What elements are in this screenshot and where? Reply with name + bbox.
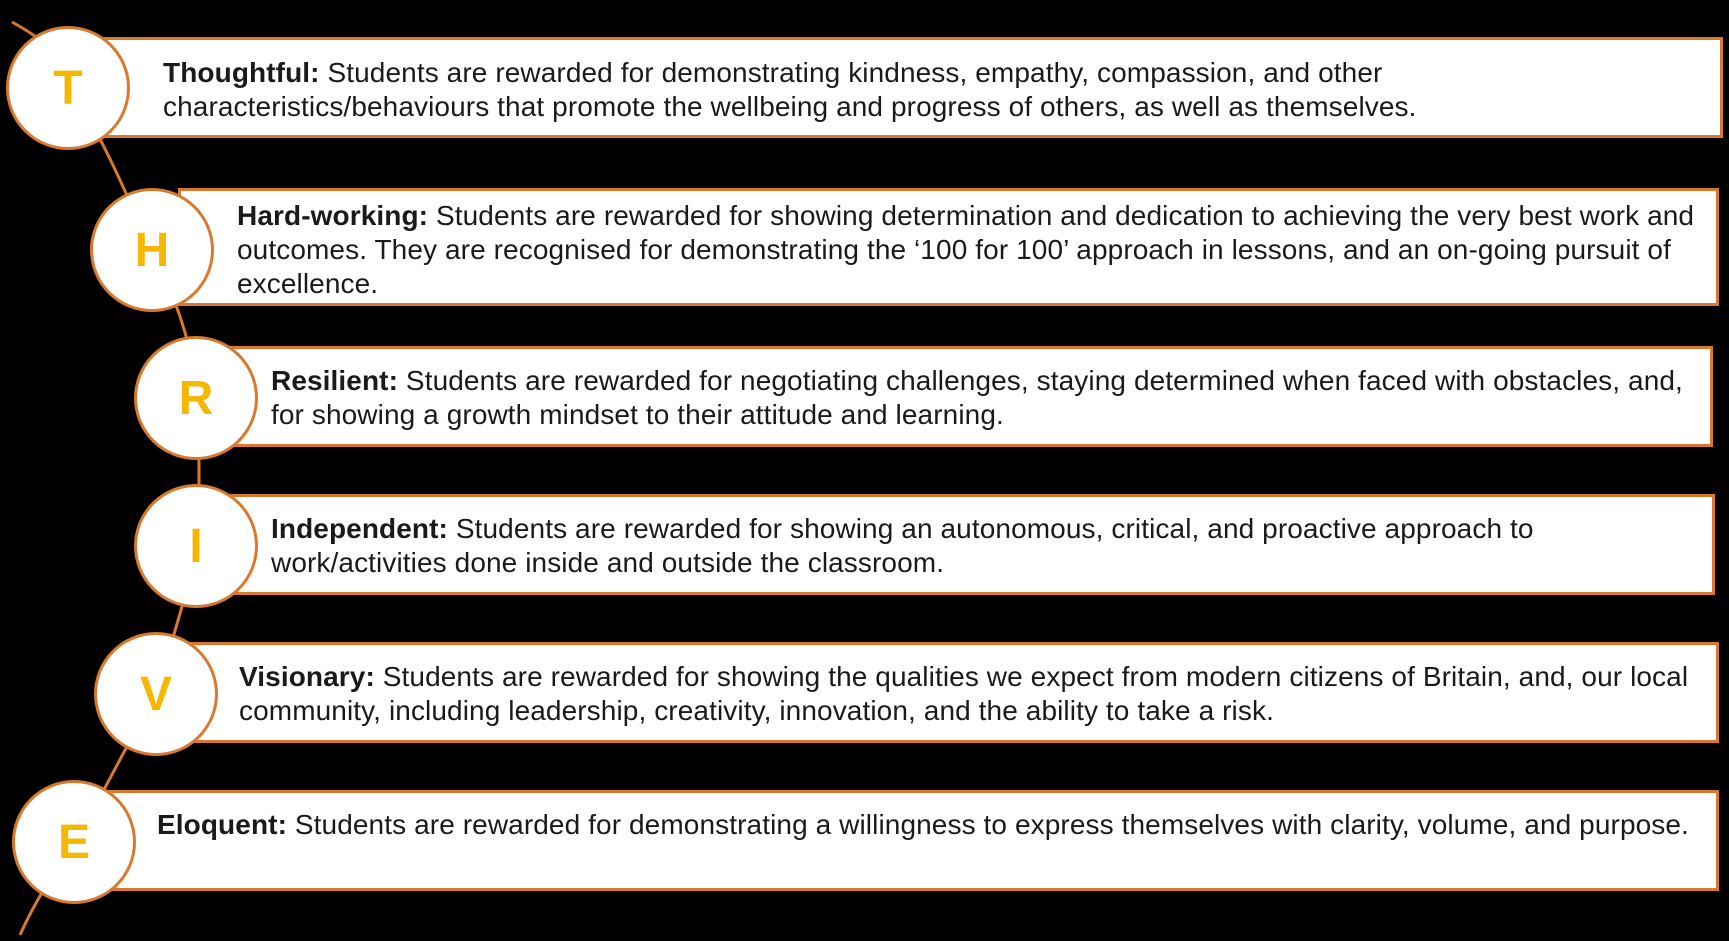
eloquent-description-box (98, 790, 1719, 891)
independent-heading: Independent: (271, 513, 448, 544)
independent-description: Students are rewarded for showing an autonomous, critical, and proactive approach to work/activities done inside and outside the classroom. (271, 513, 1534, 578)
hard-working-description: Students are rewarded for showing determination and dedication to achieving the very best work and outcomes. They are recognised for demonstrating the ‘100 for 100’ approach in lessons, and an on-going pursuit of excellence. (237, 200, 1695, 299)
letter-circle-t: T (6, 26, 130, 150)
letter-circle-e: E (12, 780, 136, 904)
letter-circle-i: I (134, 484, 258, 608)
thoughtful-description: Students are rewarded for demonstrating kindness, empathy, compassion, and other characteristics/behaviours that promote the wellbeing and progress of others, as well as themselves. (163, 57, 1417, 122)
thoughtful-description-box (100, 37, 1723, 138)
letter-circle-v: V (94, 632, 218, 756)
eloquent-description: Students are rewarded for demonstrating a willingness to express themselves with clarity, volume, and purpose. (294, 809, 1689, 840)
letter-circle-r: R (134, 336, 258, 460)
thoughtful-heading: Thoughtful: (163, 57, 320, 88)
visionary-description: Students are rewarded for showing the qualities we expect from modern citizens of Britain, and, our local community, including leadership, creativity, innovation, and the ability to take a risk. (239, 661, 1689, 726)
resilient-description: Students are rewarded for negotiating challenges, staying determined when faced with obstacles, and, for showing a growth mindset to their attitude and learning. (271, 365, 1683, 430)
visionary-heading: Visionary: (239, 661, 375, 692)
hard-working-description-box (178, 188, 1719, 306)
independent-description-box (214, 494, 1715, 595)
hard-working-heading: Hard-working: (237, 200, 429, 231)
resilient-heading: Resilient: (271, 365, 399, 396)
visionary-description-box (182, 642, 1719, 743)
letter-circle-h: H (90, 188, 214, 312)
eloquent-heading: Eloquent: (157, 809, 287, 840)
resilient-description-box (214, 346, 1713, 447)
